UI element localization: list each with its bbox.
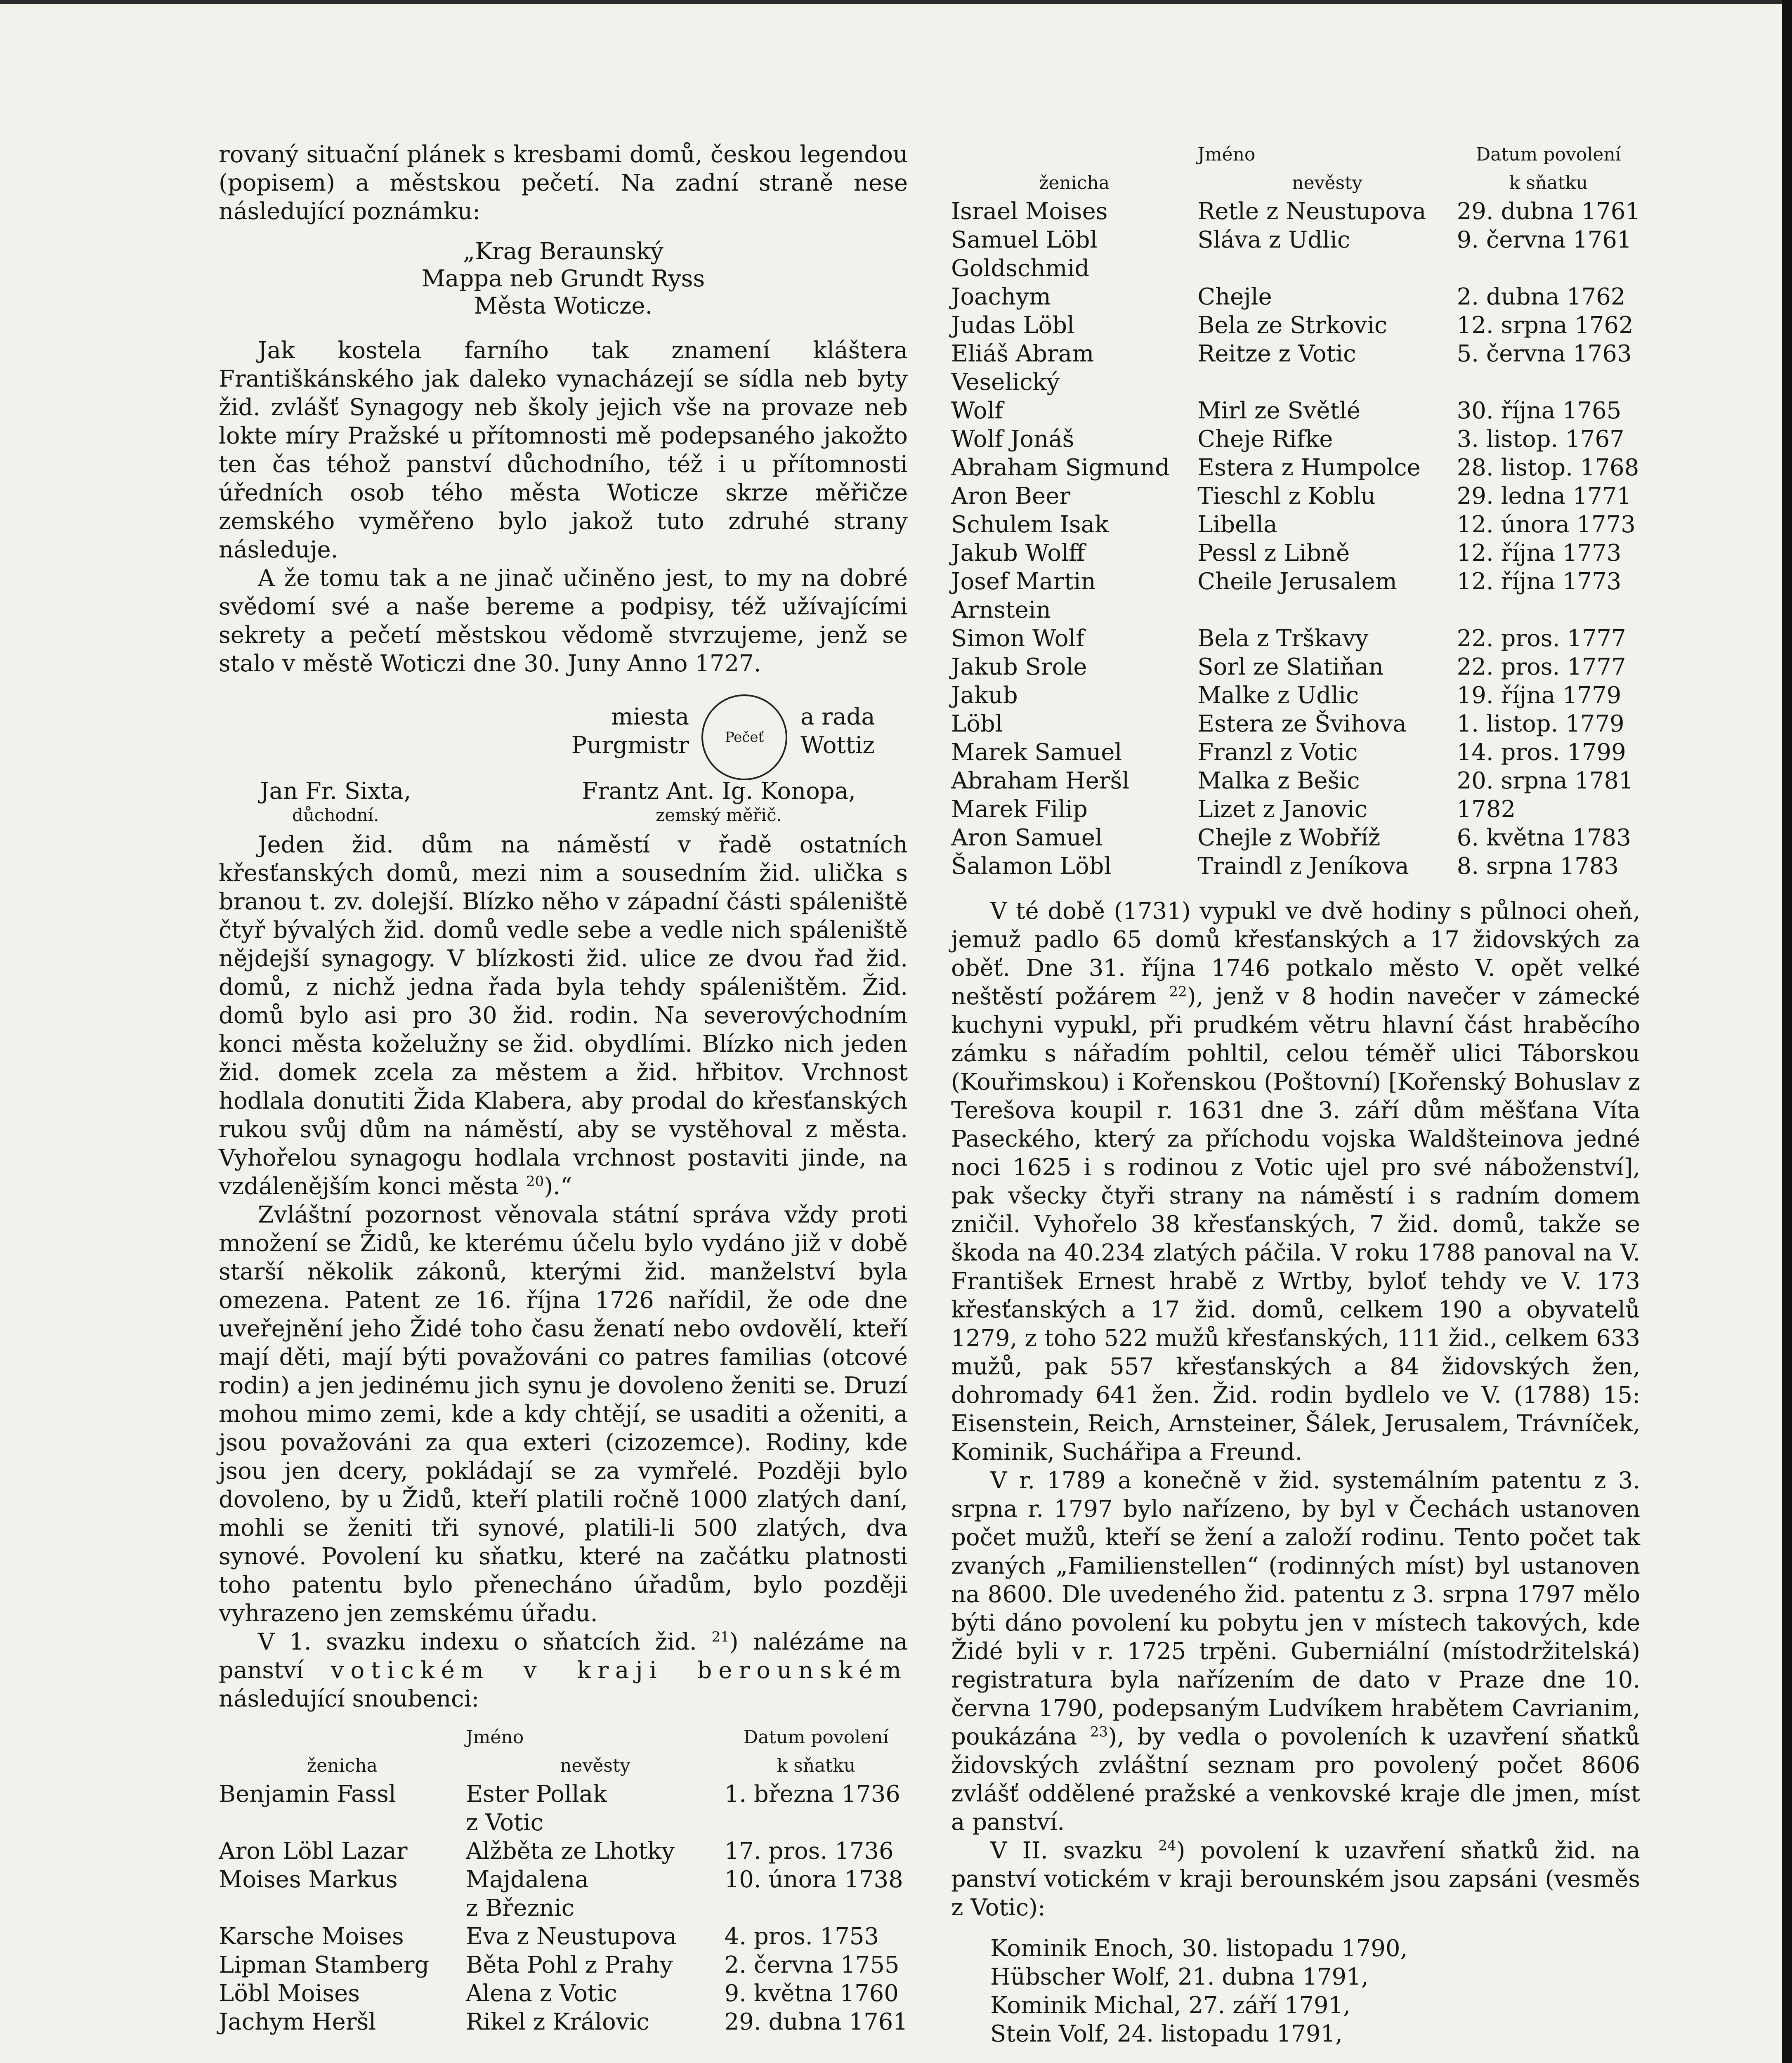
table-header: k sňatku: [777, 1755, 856, 1776]
list-item: Kominik Michal, 27. září 1791,: [990, 1992, 1350, 2019]
groom-cell: Šalamon Löbl: [951, 853, 1112, 880]
footnote-ref: 20: [526, 1173, 544, 1190]
table-row: [951, 539, 1640, 567]
date-cell: 12. února 1773: [1457, 511, 1636, 538]
date-cell: 5. června 1763: [1457, 340, 1632, 367]
intro-paragraph: rovaný situační plánek s kresbami domů, českou legendou (popisem) a městskou pečetí. Na zadní straně nese následující poznámku:: [219, 141, 908, 225]
footnote-ref: 24: [1158, 1837, 1176, 1854]
date-cell: 29. dubna 1761: [1457, 198, 1640, 225]
bride-cell: Alena z Votic: [465, 1980, 617, 2007]
date-cell: 10. února 1738: [724, 1866, 903, 1893]
paragraph: [219, 1628, 908, 1713]
table-row: [951, 453, 1640, 482]
bride-cell: Franzl z Votic: [1197, 739, 1358, 766]
paragraph: [219, 831, 908, 1201]
date-cell: 3. listop. 1767: [1457, 426, 1624, 453]
bride-cell: Pessl z Libně: [1197, 540, 1350, 566]
permit-list: [951, 1934, 1640, 2048]
table-row: [219, 1922, 908, 1951]
table-header: Datum povolení: [1476, 144, 1621, 165]
groom-cell: Schulem Isak: [951, 511, 1109, 538]
bride-cell: Retle z Neustupova: [1197, 198, 1426, 225]
bride-cell: Libella: [1197, 511, 1277, 538]
paragraph-text: následující snoubenci:: [219, 1685, 479, 1712]
table-row: [951, 852, 1640, 880]
table-row: [219, 2008, 908, 2036]
bride-cell: Malka z Bešic: [1197, 767, 1360, 794]
signatory-name: Frantz Ant. Ig. Konopa,: [582, 778, 856, 805]
bride-cell: Chejle: [1197, 283, 1272, 310]
seal-label: Pečeť: [725, 729, 764, 746]
bride-cell: [1197, 368, 1457, 397]
bride-cell: Tieschl z Koblu: [1197, 483, 1376, 510]
date-cell: 1782: [1457, 796, 1516, 823]
table-row: [951, 340, 1640, 368]
table-row: [951, 368, 1640, 397]
bride-cell: Rikel z Královic: [465, 2009, 649, 2035]
left-column: [219, 140, 908, 2036]
footnote-ref: 23: [1090, 1723, 1108, 1740]
table-row: [951, 738, 1640, 767]
groom-cell: Jakub: [951, 682, 1018, 709]
paragraph-text: V r. 1789 a konečně v žid. systemálním patentu z 3. srpna r. 1797 bylo nařízeno, by byl v Čechách ustanoven počet mužů, kteří se žení a založí rodinu. Tento počet tak zvaných „Familienstellen“ (rodinných míst) byl ustanoven na 8600. Dle uvedeného žid. patentu z 3. srpna 1797 mělo býti dáno povolení ku pobytu jen v místech takových, kde Židé byli v r. 1725 trpěni. Guberniální (místodržitelská) registratura byla nařízením de dato v Praze dne 10. června 1790, podepsaným Ludvíkem hrabětem Cavrianim, poukázána: [951, 1467, 1640, 1750]
table-header: nevěsty: [560, 1755, 630, 1776]
date-cell: [1457, 254, 1640, 283]
paragraph: Jak kostela farního tak znamení kláštera Františkánského jak daleko vynacházejí se sídla neb byty žid. zvlášť Synagogy neb školy jejich vše na provaze neb lokte míry Pražské u přítomnosti mě podepsaného jakožto ten čas téhož panství důchodního, též i u přítomnosti úředních osob tého města Woticze skrze měřičze zemského vyměřeno bylo jakož tuto zdruhé strany následuje.: [219, 337, 908, 563]
marriage-table: [219, 1723, 908, 2036]
table-header: ženicha: [307, 1755, 378, 1776]
date-cell: 4. pros. 1753: [724, 1923, 879, 1950]
groom-cell: Goldschmid: [951, 255, 1090, 282]
date-cell: 12. října 1773: [1457, 568, 1622, 595]
date-cell: 22. pros. 1777: [1457, 625, 1626, 652]
groom-cell: Aron Beer: [951, 483, 1070, 510]
bride-cell: z Březnic: [465, 1895, 575, 1921]
paragraph-text: ) povolení k uzavření sňatků žid. na panství votickém v kraji berounském jsou zapsáni (vesměs z Votic):: [951, 1837, 1641, 1921]
paragraph-text: votickém v kraji berounském: [331, 1657, 908, 1684]
bride-cell: Sorl ze Slatiňan: [1197, 654, 1384, 680]
groom-cell: Moises Markus: [219, 1866, 398, 1893]
date-cell: 20. srpna 1781: [1457, 767, 1634, 794]
table-row: [219, 1894, 908, 1922]
table-header: Jméno: [1197, 144, 1256, 165]
bride-cell: Bela ze Strkovic: [1197, 312, 1388, 339]
scan-right-edge: [1782, 0, 1792, 2063]
paragraph: [951, 897, 1640, 1466]
groom-cell: Simon Wolf: [951, 625, 1085, 652]
bride-cell: Lizet z Janovic: [1197, 796, 1368, 823]
bride-cell: Chejle z Wobříž: [1197, 824, 1381, 851]
table-row: [951, 311, 1640, 340]
bride-cell: Mirl ze Světlé: [1197, 397, 1361, 424]
date-cell: 1. listop. 1779: [1457, 710, 1624, 737]
groom-cell: Marek Samuel: [951, 739, 1122, 766]
bride-cell: [1197, 254, 1457, 283]
groom-cell: Benjamin Fassl: [219, 1781, 396, 1808]
table-row: [219, 1780, 908, 1808]
paragraph-text: ) nalézáme na panství: [219, 1629, 908, 1684]
paragraph-text: V 1. svazku indexu o sňatcích žid.: [258, 1629, 697, 1655]
groom-cell: Wolf Jonáš: [951, 426, 1074, 453]
bride-cell: Majdalena: [465, 1866, 589, 1893]
list-item: Kominik Enoch, 30. listopadu 1790,: [990, 1935, 1408, 1962]
seal-stamp: [701, 694, 787, 780]
quote-line: „Krag Beraunský: [463, 238, 663, 265]
scan-top-edge: [0, 0, 1792, 4]
bride-cell: Estera ze Švihova: [1197, 710, 1407, 737]
date-cell: 12. října 1773: [1457, 540, 1622, 566]
groom-cell: Jakub Wolff: [951, 540, 1085, 566]
date-cell: [725, 1808, 908, 1837]
paragraph-text: ).“: [544, 1173, 572, 1200]
paragraph: [951, 1836, 1640, 1922]
paragraph: [951, 1466, 1640, 1836]
groom-cell: Karsche Moises: [219, 1923, 404, 1950]
date-cell: [725, 1894, 908, 1922]
table-row: [951, 795, 1640, 824]
bride-cell: [1197, 596, 1457, 624]
date-cell: 2. dubna 1762: [1457, 283, 1626, 310]
signatory-role: důchodní.: [292, 805, 379, 825]
sig-miesta: miesta: [611, 703, 689, 730]
date-cell: 29. dubna 1761: [724, 2009, 908, 2035]
date-cell: 19. října 1779: [1457, 682, 1622, 709]
bride-cell: z Votic: [465, 1809, 544, 1836]
date-cell: 1. března 1736: [724, 1781, 900, 1808]
paragraph: A že tomu tak a ne jinač učiněno jest, to my na dobré svědomí své a naše bereme a podpisy, též užívajícími sekrety a pečetí městskou vědomě stvrzujeme, jenž se stalo v městě Woticzi dne 30. Juny Anno 1727.: [219, 565, 908, 677]
groom-cell: Judas Löbl: [951, 312, 1074, 339]
table-header: Datum povolení: [743, 1727, 889, 1748]
date-cell: 6. května 1783: [1457, 824, 1631, 851]
groom-cell: Arnstein: [951, 597, 1051, 623]
paragraph-text: Jeden žid. dům na náměstí v řadě ostatních křesťanských domů, mezi nim a sousedním žid. uličkа s branou t. zv. dolejší. Blízko něho v západní části spáleniště čtyř bývalých žid. domů vedle sebe a vedle nich spáleniště nějdejší synagogy. V blízkosti žid. ulice ze dvou řad žid. domů, z nichž jedna řada byla tehdy spáleništěm. Žid. domů bylo asi pro 30 žid. rodin. Na severovýchodním konci města koželužny se žid. obydlími. Blízko nich jeden žid. domek zcela za městem a žid. hřbitov. Vrchnost hodlala donutiti Žida Klabera, aby prodal do křesťanských rukou svůj dům na náměstí, aby se vystěhoval z města. Vyhořelou synagogu hodlala vrchnost postaviti jinde, na vzdálenějším konci města: [219, 831, 908, 1200]
groom-cell: Joachym: [951, 283, 1051, 310]
date-cell: 8. srpna 1783: [1457, 853, 1619, 880]
paragraph-text: V té době (1731) vypukl ve dvě hodiny s půlnoci oheň, jemuž padlo 65 domů křesťanských a 17 židovských za oběť. Dne 31. října 1746 potkalo město V. opět velké neštěstí požárem: [951, 898, 1640, 1010]
bride-cell: Reitze z Votic: [1197, 340, 1356, 367]
table-row: [951, 254, 1640, 283]
table-row: [951, 510, 1640, 539]
table-row: [219, 1865, 908, 1894]
groom-cell: Samuel Löbl: [951, 227, 1098, 253]
sig-purgmistr: Purgmistr: [571, 732, 689, 759]
table-row: [951, 624, 1640, 653]
table-row: [951, 767, 1640, 795]
table-row: [951, 596, 1640, 624]
date-cell: 2. června 1755: [724, 1952, 900, 1978]
groom-cell: Aron Samuel: [951, 824, 1103, 851]
groom-cell: Löbl: [951, 710, 1003, 737]
date-cell: 17. pros. 1736: [724, 1838, 894, 1865]
groom-cell: Wolf: [951, 397, 1003, 424]
bride-cell: Malke z Udlic: [1197, 682, 1359, 709]
groom-cell: [219, 1894, 466, 1922]
table-header: [219, 1723, 466, 1751]
sig-wottiz: Wottiz: [800, 732, 875, 759]
bride-cell: Bela z Trškavy: [1197, 625, 1369, 652]
list-item: Hübscher Wolf, 21. dubna 1791,: [990, 1964, 1369, 1990]
bride-cell: Eva z Neustupova: [465, 1923, 677, 1950]
table-row: [951, 283, 1640, 311]
date-cell: 30. října 1765: [1457, 397, 1622, 424]
date-cell: [1457, 596, 1640, 624]
signature-block: [219, 694, 908, 831]
date-cell: 29. ledna 1771: [1457, 483, 1632, 510]
bride-cell: Cheile Jerusalem: [1197, 568, 1397, 595]
bride-cell: Sláva z Udlic: [1197, 227, 1350, 253]
table-header: ženicha: [1039, 172, 1110, 194]
groom-cell: Marek Filip: [951, 796, 1088, 823]
sig-a-rada: a rada: [800, 703, 875, 730]
table-row: [219, 1837, 908, 1865]
paragraph-text: ), jenž v 8 hodin navečer v zámecké kuchyni vypukl, při prudkém větru hlavní část hraběcího zámku s nářadím pohltil, celou téměř ulici Táborskou (Kouřimskou) i Kořenskou (Poštovní) [Kořenský Bohuslav z Terešova koupil r. 1631 dne 3. září dům měšťana Víta Paseckého, který za příchodu vojska Waldšteinova jedné noci 1625 i s rodinou z Votic ujel pro své náboženství], pak všecky čtyři strany na náměstí i s radním domem zničil. Vyhořelo 38 křesťanských, 7 žid. domů, takže se škoda na 40.234 zlatých páčila. V roku 1788 panoval na V. František Ernest hrabě z Wrtby, byloť tehdy ve V. 173 křesťanských a 17 žid. domů, celkem 190 a obyvatelů 1279, z toho 522 mužů křesťanských, 111 žid., celkem 633 mužů, pak 557 křesťanských a 84 židovských žen, dohromady 641 žen. Žid. rodin bydlelo ve V. (1788) 15: Eisenstein, Reich, Arnsteiner, Šálek, Jerusalem, Trávníček, Kominik, Suchářipa a Freund.: [951, 983, 1640, 1466]
signatory-name: Jan Fr. Sixta,: [260, 778, 411, 805]
paragraph-text: ), by vedla o povoleních k uzavření sňatků židovských zvláštní seznam pro povolený počet 8606 zvlášť oddělené pražské a venkovské kraje dle jmen, míst a panství.: [951, 1723, 1640, 1836]
groom-cell: Jakub Srole: [951, 654, 1087, 680]
table-row: [951, 710, 1640, 738]
bride-cell: Běta Pohl z Prahy: [465, 1952, 673, 1978]
table-row: [951, 567, 1640, 596]
table-row: [951, 397, 1640, 425]
signatory-role: zemský měřič.: [655, 805, 782, 825]
date-cell: 9. května 1760: [724, 1980, 899, 2007]
table-row: [219, 1979, 908, 2008]
table-header: Jméno: [465, 1727, 524, 1748]
paragraph: Zvláštní pozornost věnovala státní správa vždy proti množení se Židů, ke kterému účelu bylo vydáno již v době starší několik zákonů, kterými žid. manželství byla omezena. Patent ze 16. října 1726 nařídil, že ode dne uveřejnění jeho Židé toho času ženatí nebo ovdovělí, kteří mají děti, mají býti považováni co patres familias (otcové rodin) a jen jedinému jich synu je dovoleno ženiti se. Druzí mohou mimo zemi, kde a kdy chtějí, se usaditi a oženiti, a jsou považováni za qua exteri (cizozemce). Rodiny, kde jsou jen dcery, pokládají se za vymřelé. Později bylo dovoleno, by u Židů, kteří platili ročně 1000 zlatých daní, mohli se ženiti tři synové, platili-li 500 zlatých, dva synové. Povolení ku sňatku, které na začátku platnosti toho patentu bylo přenecháno úřadům, bylo později vyhrazeno jen zemskému úřadu.: [219, 1201, 908, 1627]
map-title-quote: [219, 238, 908, 320]
table-row: [951, 226, 1640, 254]
bride-cell: Alžběta ze Lhotky: [465, 1838, 675, 1865]
table-row: [951, 197, 1640, 226]
footnote-ref: 22: [1169, 983, 1187, 1000]
groom-cell: [219, 1808, 466, 1837]
bride-cell: Estera z Humpolce: [1197, 454, 1421, 481]
paragraph-text: V II. svazku: [990, 1837, 1143, 1864]
groom-cell: Israel Moises: [951, 198, 1108, 225]
groom-cell: Aron Löbl Lazar: [219, 1838, 408, 1865]
groom-cell: Abraham Heršl: [951, 767, 1130, 794]
date-cell: 22. pros. 1777: [1457, 654, 1626, 680]
table-row: [951, 482, 1640, 510]
groom-cell: Veselický: [951, 369, 1060, 396]
groom-cell: Eliáš Abram: [951, 340, 1094, 367]
groom-cell: Lipman Stamberg: [219, 1952, 430, 1978]
date-cell: 9. června 1761: [1457, 227, 1632, 253]
bride-cell: Traindl z Jeníkova: [1197, 853, 1409, 880]
table-row: [951, 824, 1640, 852]
date-cell: [1457, 368, 1640, 397]
groom-cell: Abraham Sigmund: [951, 454, 1170, 481]
groom-cell: Josef Martin: [951, 568, 1096, 595]
bride-cell: Ester Pollak: [465, 1781, 607, 1808]
quote-line: Mappa neb Grundt Ryss: [421, 265, 705, 292]
marriage-table: [951, 140, 1640, 880]
groom-cell: Löbl Moises: [219, 1980, 360, 2007]
table-header: nevěsty: [1292, 172, 1362, 194]
table-row: [951, 681, 1640, 710]
groom-cell: Jachym Heršl: [219, 2009, 376, 2035]
table-header: [951, 140, 1197, 169]
table-row: [951, 425, 1640, 453]
table-header: k sňatku: [1509, 172, 1588, 194]
quote-line: Města Woticze.: [474, 293, 653, 319]
date-cell: 12. srpna 1762: [1457, 312, 1634, 339]
date-cell: 14. pros. 1799: [1457, 739, 1626, 766]
right-column: [951, 140, 1640, 2048]
date-cell: 28. listop. 1768: [1457, 454, 1639, 481]
table-row: [219, 1808, 908, 1837]
footnote-ref: 21: [711, 1629, 730, 1645]
table-row: [951, 653, 1640, 681]
list-item: Stein Volf, 24. listopadu 1791,: [990, 2021, 1343, 2047]
table-row: [219, 1951, 908, 1979]
bride-cell: Cheje Rifke: [1197, 426, 1333, 453]
